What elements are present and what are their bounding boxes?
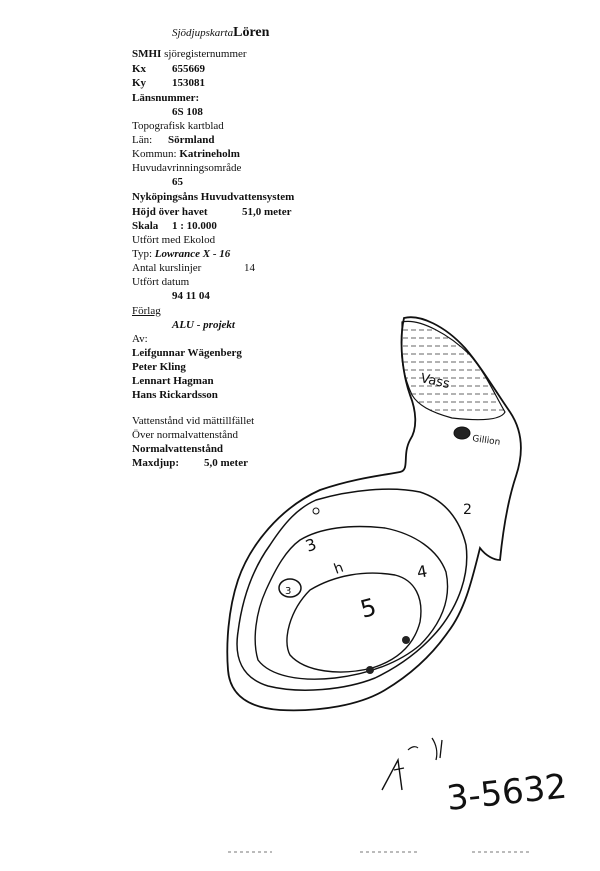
ky-row: Ky 153081 bbox=[132, 77, 205, 89]
islet-depth-label: 3 bbox=[285, 586, 292, 597]
author: Peter Kling bbox=[132, 361, 186, 373]
depth-label: 3 bbox=[302, 534, 319, 556]
author: Leifgunnar Wägenberg bbox=[132, 347, 242, 359]
island-marker bbox=[454, 427, 470, 439]
course-lines-row: Antal kurslinjer 14 bbox=[132, 262, 255, 274]
author: Lennart Hagman bbox=[132, 375, 214, 387]
lan-row: Län: Sörmland bbox=[132, 134, 215, 146]
depth-label: 4 bbox=[415, 561, 429, 582]
handwritten-number: 3-5632 bbox=[444, 766, 569, 819]
depth-contour-3 bbox=[255, 527, 447, 680]
water-system: Nyköpingsåns Huvudvattensystem bbox=[132, 191, 295, 203]
depth-label: 5 bbox=[357, 592, 380, 624]
depth-contour-4 bbox=[287, 573, 421, 672]
map-title: SjödjupskartaLören bbox=[172, 25, 270, 40]
kx-row: Kx 655669 bbox=[132, 63, 205, 75]
altitude-row: Höjd över havet 51,0 meter bbox=[132, 206, 292, 218]
scale-row: Skala 1 : 10.000 bbox=[132, 220, 217, 232]
survey-date: 94 11 04 bbox=[172, 290, 210, 302]
max-depth-row: Maxdjup: 5,0 meter bbox=[132, 457, 248, 469]
author: Hans Rickardsson bbox=[132, 389, 218, 401]
depth-contour-2 bbox=[237, 489, 467, 690]
depth-map-page: SjödjupskartaLören SMHI sjöregisternummer Kx 655669 Ky 153081 Länsnummer: 6S 108 Topografisk kartblad Län: Sörmland Kommun: Katrineholm Huvudavrinningsområde 65 Nyköpingsåns Huvudvattensystem Höjd över havet 51,0 meter Skala 1 : 10.000 Utfört med Ekolod Typ: Lowrance X - 16 Antal kurslinjer 14 Utfört datum 94 11 04 Förlag ALU - projekt Av: Leifgunnar Wägenberg Peter Kling Lennart Hagman Hans Rickardsson Vattenstånd vid mättillfället Över normalvattenstånd Normalvattenstånd Maxdjup: 5,0 meter Vass Gillion 2 3 4 5 3 h 3-5632 bbox=[0, 0, 600, 871]
depth-point bbox=[313, 508, 319, 514]
lake-name: Lören bbox=[233, 25, 270, 40]
depth-label: 2 bbox=[463, 502, 472, 518]
stone-marker bbox=[366, 666, 374, 674]
map-sheet-number: 6S 108 bbox=[172, 106, 203, 118]
stone-marker bbox=[402, 636, 410, 644]
kommun-row: Kommun: Katrineholm bbox=[132, 148, 240, 160]
shoreline bbox=[227, 317, 520, 710]
echo-type-row: Typ: Lowrance X - 16 bbox=[132, 248, 231, 260]
depth-label: h bbox=[331, 559, 346, 578]
island-label: Gillion bbox=[471, 434, 501, 448]
reed-label: Vass bbox=[419, 371, 452, 393]
publisher: ALU - projekt bbox=[172, 319, 235, 331]
